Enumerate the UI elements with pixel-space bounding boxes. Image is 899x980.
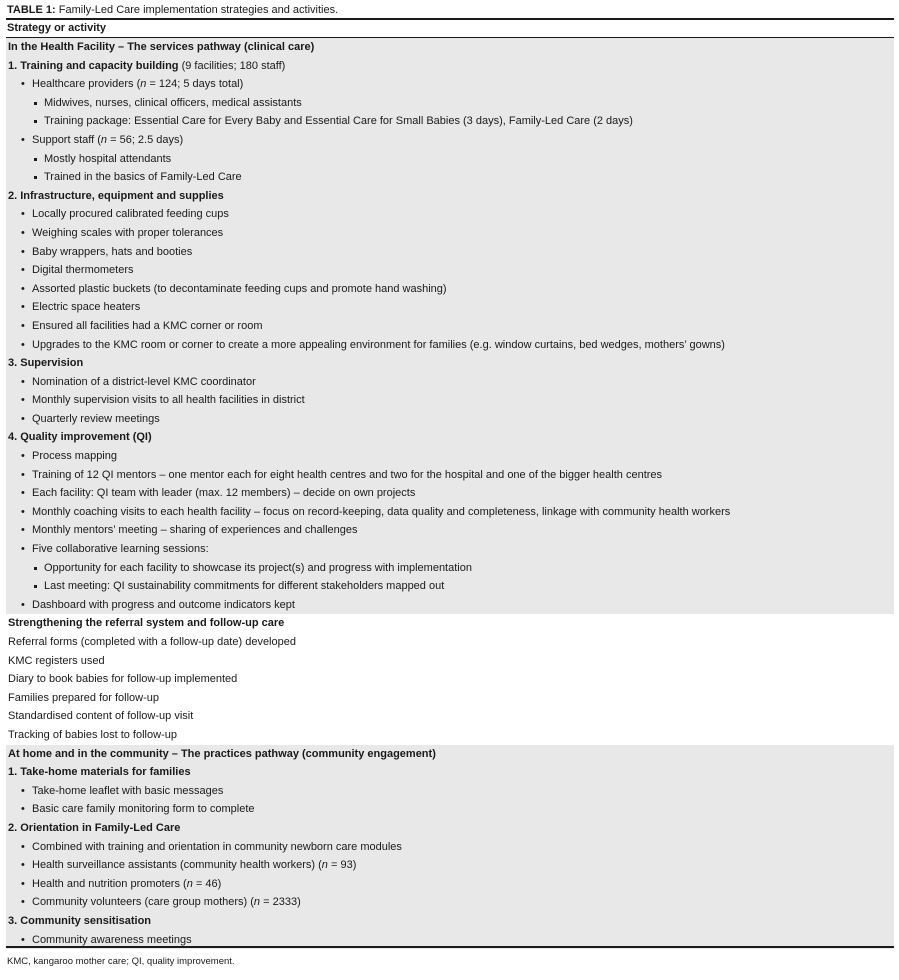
square-bullet-icon (34, 567, 37, 570)
table-row (6, 689, 894, 708)
row-text: Diary to book babies for follow-up implemented (8, 673, 238, 686)
row-text: Assorted plastic buckets (to decontaminate feeding cups and promote hand washing) (32, 282, 447, 295)
row-text: Community volunteers (care group mothers) (n = 2333) (32, 896, 301, 909)
table-row (6, 150, 894, 169)
table-row (6, 800, 894, 819)
table-row (6, 410, 894, 429)
bullet-icon: • (21, 78, 25, 91)
table-row (6, 596, 894, 615)
square-bullet-icon (34, 176, 37, 179)
bullet-icon: • (21, 598, 25, 611)
table-row (6, 763, 894, 782)
table-row (6, 205, 894, 224)
bullet-icon: • (21, 245, 25, 258)
row-text: 3. Community sensitisation (8, 914, 152, 927)
row-text: 1. Training and capacity building (9 facilities; 180 staff) (8, 59, 286, 72)
table-row (6, 819, 894, 838)
row-text: Each facility: QI team with leader (max. 12 members) – decide on own projects (32, 487, 416, 500)
table-row (6, 131, 894, 150)
row-text: Locally procured calibrated feeding cups (32, 208, 229, 221)
table-row (6, 893, 894, 912)
row-text: Mostly hospital attendants (44, 152, 172, 165)
row-text: Midwives, nurses, clinical officers, medical assistants (44, 96, 302, 109)
table-row (6, 354, 894, 373)
bullet-icon: • (21, 803, 25, 816)
bullet-icon: • (21, 543, 25, 556)
table-row (6, 707, 894, 726)
bullet-icon: • (21, 896, 25, 909)
row-text: 2. Orientation in Family-Led Care (8, 821, 181, 834)
bullet-icon: • (21, 933, 25, 946)
row-text: Opportunity for each facility to showcase its project(s) and progress with implementation (44, 561, 472, 574)
row-text: Process mapping (32, 450, 117, 463)
row-text: Health surveillance assistants (community health workers) (n = 93) (32, 859, 357, 872)
table-row (6, 670, 894, 689)
row-text: Take-home leaflet with basic messages (32, 784, 224, 797)
table-row (6, 38, 894, 57)
top-rule (6, 18, 894, 20)
table-row (6, 168, 894, 187)
table-row (6, 336, 894, 355)
bullet-icon: • (21, 133, 25, 146)
bullet-icon: • (21, 394, 25, 407)
table-row (6, 540, 894, 559)
bullet-icon: • (21, 877, 25, 890)
row-text: Tracking of babies lost to follow-up (8, 728, 177, 741)
row-text: Ensured all facilities had a KMC corner or room (32, 319, 263, 332)
bullet-icon: • (21, 412, 25, 425)
row-text: Training package: Essential Care for Every Baby and Essential Care for Small Babies (3 days), Family-Led Care (2 days) (44, 115, 633, 128)
row-text: In the Health Facility – The services pathway (clinical care) (8, 41, 315, 53)
row-text: 2. Infrastructure, equipment and supplies (8, 189, 224, 202)
row-text: Strengthening the referral system and follow-up care (8, 617, 285, 630)
bullet-icon: • (21, 784, 25, 797)
bullet-icon: • (21, 450, 25, 463)
row-text: Baby wrappers, hats and booties (32, 245, 193, 258)
square-bullet-icon (34, 158, 37, 161)
table-row (6, 726, 894, 745)
row-text: Monthly supervision visits to all health facilities in district (32, 394, 305, 407)
column-header: Strategy or activity (7, 22, 107, 34)
table-row (6, 391, 894, 410)
table-footnote: KMC, kangaroo mother care; QI, quality improvement. (7, 956, 235, 967)
row-text: Healthcare providers (n = 124; 5 days total) (32, 78, 244, 91)
square-bullet-icon (34, 102, 37, 105)
row-text: Training of 12 QI mentors – one mentor each for eight health centres and two for the hospital and one of the bigger health centres (32, 468, 663, 481)
row-text: Support staff (n = 56; 2.5 days) (32, 133, 184, 146)
table-row (6, 856, 894, 875)
table-row (6, 75, 894, 94)
row-text: Quarterly review meetings (32, 412, 160, 425)
table-row (6, 94, 894, 113)
table-row (6, 521, 894, 540)
row-text: 4. Quality improvement (QI) (8, 431, 152, 444)
bullet-icon: • (21, 375, 25, 388)
row-text: Upgrades to the KMC room or corner to create a more appealing environment for families (e.g. window curtains, bed wedges, mothers’ gowns) (32, 338, 725, 351)
bullet-icon: • (21, 226, 25, 239)
row-text: Trained in the basics of Family-Led Care (44, 171, 242, 184)
table-row (6, 577, 894, 596)
table-row (6, 652, 894, 671)
row-text: Electric space heaters (32, 301, 141, 314)
row-text: Five collaborative learning sessions: (32, 543, 209, 556)
table-row (6, 912, 894, 931)
table-row (6, 447, 894, 466)
table-row (6, 745, 894, 764)
table-row (6, 838, 894, 857)
row-text: Basic care family monitoring form to complete (32, 803, 255, 816)
table-row (6, 484, 894, 503)
square-bullet-icon (34, 585, 37, 588)
row-text: Community awareness meetings (32, 933, 192, 946)
row-text: 3. Supervision (8, 357, 84, 370)
table-row (6, 298, 894, 317)
bullet-icon: • (21, 264, 25, 277)
row-text: Standardised content of follow-up visit (8, 710, 194, 723)
table-caption-label: TABLE 1: (7, 4, 56, 16)
row-text: Referral forms (completed with a follow-up date) developed (8, 636, 296, 648)
row-text: Families prepared for follow-up (8, 691, 160, 704)
row-text: Digital thermometers (32, 264, 134, 277)
table-row (6, 633, 894, 652)
table-caption-text: Family-Led Care implementation strategies and activities. (55, 4, 339, 16)
row-text: Monthly mentors’ meeting – sharing of experiences and challenges (32, 524, 358, 537)
row-text: KMC registers used (8, 654, 105, 667)
bullet-icon: • (21, 319, 25, 332)
table-row (6, 243, 894, 262)
bullet-icon: • (21, 859, 25, 872)
row-text: Last meeting: QI sustainability commitments for different stakeholders mapped out (44, 580, 445, 593)
bullet-icon: • (21, 524, 25, 537)
bullet-icon: • (21, 301, 25, 314)
row-text: 1. Take-home materials for families (8, 766, 191, 779)
table-caption (7, 3, 897, 17)
row-text-suffix: (9 facilities; 180 staff) (178, 59, 286, 72)
table-row (6, 373, 894, 392)
bullet-icon: • (21, 468, 25, 481)
row-text: At home and in the community – The practices pathway (community engagement) (8, 747, 436, 760)
bullet-icon: • (21, 487, 25, 500)
table-row (6, 614, 894, 633)
table-row (6, 428, 894, 447)
bullet-icon: • (21, 282, 25, 295)
bullet-icon: • (21, 338, 25, 351)
row-text: Weighing scales with proper tolerances (32, 226, 224, 239)
square-bullet-icon (34, 120, 37, 123)
row-text: Health and nutrition promoters (n = 46) (32, 877, 222, 890)
row-text: Combined with training and orientation in community newborn care modules (32, 840, 402, 853)
table-row (6, 261, 894, 280)
table-row (6, 782, 894, 801)
table-row (6, 280, 894, 299)
bullet-icon: • (21, 208, 25, 221)
row-text: Monthly coaching visits to each health facility – focus on record-keeping, data quality and completeness, linkage with community health workers (32, 505, 731, 518)
table-body (6, 38, 894, 949)
row-text: Dashboard with progress and outcome indicators kept (32, 598, 295, 611)
table-row (6, 317, 894, 336)
table-row (6, 224, 894, 243)
table-row (6, 466, 894, 485)
bullet-icon: • (21, 505, 25, 518)
row-text: Nomination of a district-level KMC coordinator (32, 375, 256, 388)
table-row (6, 559, 894, 578)
table-row (6, 57, 894, 76)
table-row (6, 112, 894, 131)
bottom-rule (6, 946, 894, 948)
table-row (6, 503, 894, 522)
table-row (6, 875, 894, 894)
bullet-icon: • (21, 840, 25, 853)
table-row (6, 187, 894, 206)
